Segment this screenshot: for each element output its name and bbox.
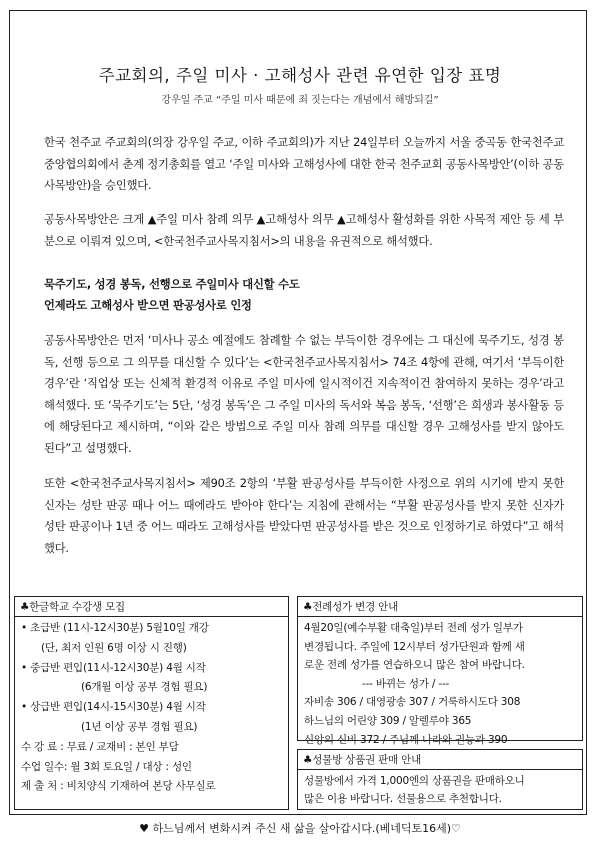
article-paragraph-2: 공동사목방안은 크게 ▲주일 미사 참례 의무 ▲고해성사 의무 ▲고해성사 활성화를 위한 사목적 제안 등 세 부분으로 이뤄져 있으며, <한국천주교사목지침서>의 내용을 유권적으로 해석했다. [44,213,564,248]
school-line: 수업 일수: 월 3회 토요일 / 대상 : 성인 [21,760,192,773]
school-line: 제 출 처 : 비치양식 기재하여 본당 사무실로 [21,780,216,793]
page-title: 주교회의, 주일 미사 · 고해성사 관련 유연한 입장 표명 [98,66,502,85]
hymn-line: 하느님의 어린양 309 / 알렐루야 365 [304,714,472,727]
gift-line: 많은 이용 바랍니다. 선물용으로 추천합니다. [304,793,502,805]
korean-school-header: ♣한글학교 수강생 모집 [15,597,288,617]
article-heading-1: 묵주기도, 성경 봉독, 선행으로 주일미사 대신할 수도 [44,278,300,291]
gift-certificate-box [297,749,583,810]
hymn-change-box [297,596,583,746]
hymn-line: --- 바뀌는 성가 / --- [362,677,450,690]
article-paragraph-4: 또한 <한국천주교사목지침서> 제90조 2항의 ‘부활 판공성사를 부득이한 사정으로 위의 시기에 받지 못한 신자는 성탄 판공 때나 어느 때에라도 받아야 한다’는 지침에 관해서는 “부활 판공성사를 받지 못한 신자가 성탄 판공이나 1년 중 어느 때라도 고해성사를 받았다면 판공성사를 받은 것으로 인정하기로 하였다”고 해석했다. [44,477,564,555]
school-line: (6개월 이상 공부 경험 필요) [81,681,208,694]
hymn-line: 변경됩니다. 주일에 12시부터 성가단원과 함께 새 [304,640,525,653]
footer-quote: ♥ 하느님께서 변화시켜 주신 새 삶을 살아갑시다.(베네딕토16세)♡ [139,822,461,835]
hymn-line: 자비송 306 / 대영광송 307 / 거룩하시도다 308 [304,696,521,709]
article-paragraph-1: 한국 천주교 주교회의(의장 강우일 주교, 이하 주교회의)가 지난 24일부터 오늘까지 서울 중곡동 한국천주교중앙협의회에서 춘계 정기총회를 열고 ‘주일 미사와 고해성사에 대한 한국 천주교회 공동사목방안’(이하 공동사목방안)을 승인했다. [44,136,564,193]
school-line: • 초급반 (11시-12시30분) 5월10일 개강 [21,622,209,634]
gift-line: 성물방에서 가격 1,000엔의 상품권을 판매하오니 [304,775,525,787]
school-line: 수 강 료 : 무료 / 교재비 : 본인 부담 [21,740,179,753]
hymn-line: 로운 전례 성가를 연습하오니 많은 참여 바랍니다. [304,659,525,672]
page-subtitle: 강우일 주교 “주일 미사 때문에 죄 짓는다는 개념에서 해방되길” [161,95,439,106]
article-paragraph-3: 공동사목방안은 먼저 ‘미사나 공소 예절에도 참례할 수 없는 부득이한 경우에는 그 대신에 묵주기도, 성경 봉독, 선행 등으로 그 의무를 대신할 수 있다’는 <한국천주교사목지침서> 74조 4항에 관해, 여기서 ‘부득이한 경우’란 ‘직업상 또는 신체적 환경적 이유로 주일 미사에 일시적이건 지속적이건 참여하지 못하는 경우’라고 해석했다. 또 ‘묵주기도’는 5단, ‘성경 봉독’은 그 주일 미사의 독서와 복음 봉독, ‘선행’은 희생과 봉사활동 등에 해당된다고 제시하며, “이와 같은 방법으로 주일 미사 참례 의무를 대신할 경우 고해성사를 받지 않아도 된다”고 설명했다. [44,334,564,455]
school-line: • 중급반 편입(11시-12시30분) 4월 시작 [21,661,206,674]
hymn-change-header: ♣전례성가 변경 안내 [298,597,582,617]
gift-certificate-header: ♣성물방 상품권 판매 안내 [298,750,582,770]
school-line: • 상급반 편입(14시-15시30분) 4월 시작 [21,701,206,714]
hymn-line: 4월20일(예수부활 대축일)부터 전례 성가 일부가 [304,622,523,634]
korean-school-box [14,596,289,810]
hymn-line: 신앙의 신비 372 / 주님께 나라와 권능과 390 [304,733,508,746]
school-line: (단, 최저 인원 6명 이상 시 진행) [41,641,187,654]
school-line: (1년 이상 공부 경험 필요) [81,720,198,733]
article-heading-2: 언제라도 고해성사 받으면 판공성사로 인정 [44,299,252,312]
